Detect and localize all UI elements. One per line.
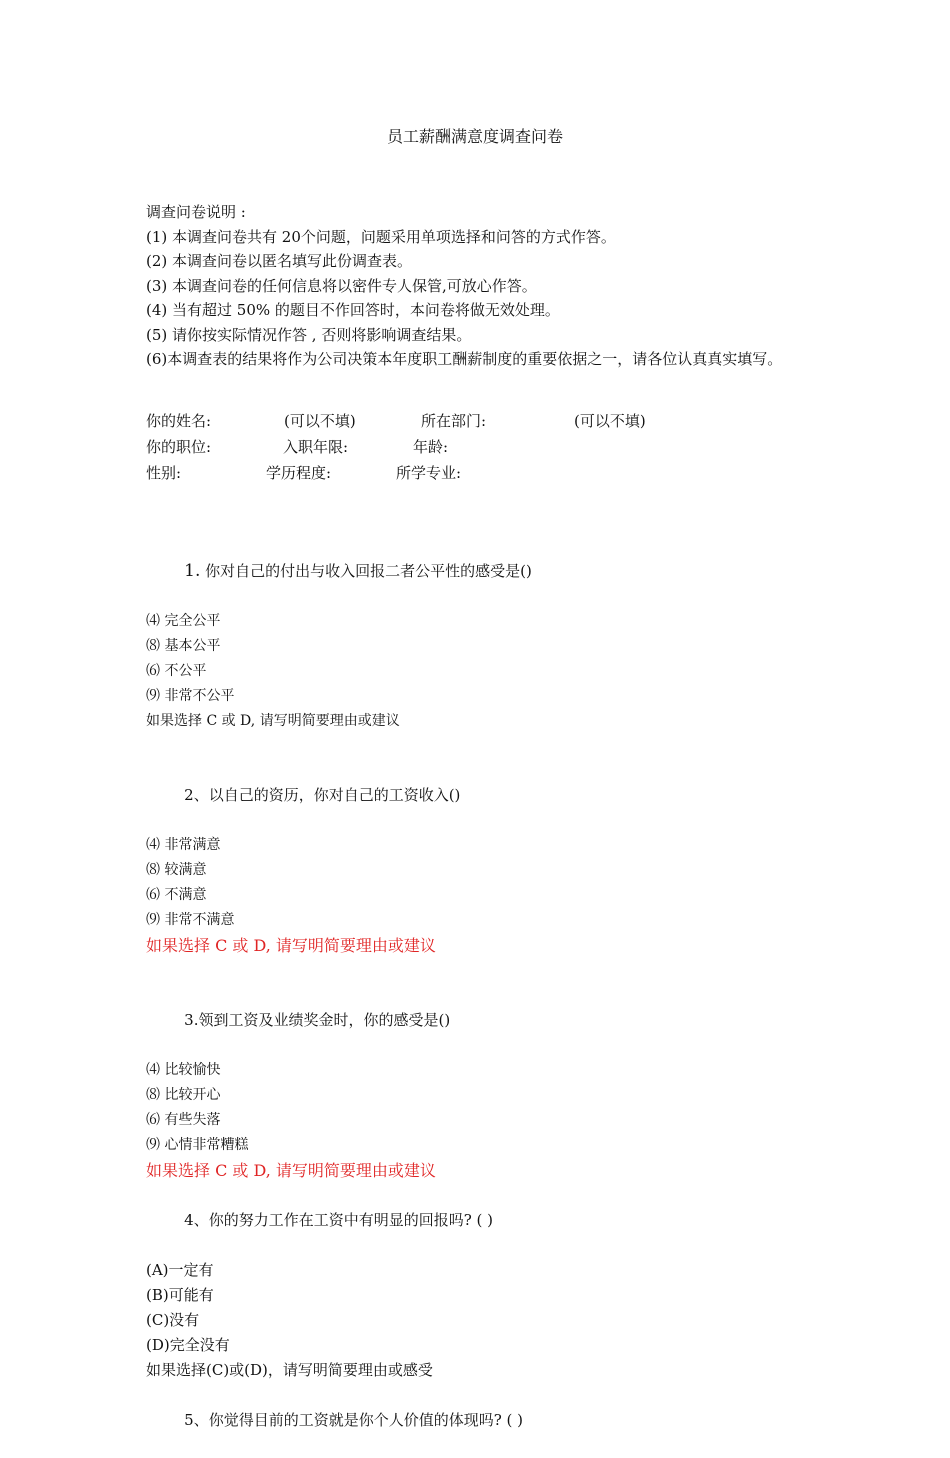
age-label: 年龄: — [413, 437, 449, 456]
education-label: 学历程度: — [266, 463, 332, 482]
info-row-3 — [146, 460, 816, 486]
instruction-item: (4) 当有超过 50% 的题目不作回答时，本问卷将做无效处理。 — [146, 301, 560, 319]
personal-info-section — [146, 408, 816, 486]
option-b[interactable]: ⑻ 较满意 — [146, 861, 207, 878]
reason-note: 如果选择 C 或 D, 请写明简要理由或建议 — [146, 712, 400, 729]
reason-note: 如果选择(C)或(D)，请写明简要理由或感受 — [146, 1360, 433, 1379]
question-text: 你的努力工作在工资中有明显的回报吗? ( ) — [208, 1210, 493, 1229]
info-row-2 — [146, 434, 816, 460]
question-text: 领到工资及业绩奖金时，你的感受是() — [198, 1010, 451, 1029]
option-d[interactable]: ⑼ 非常不公平 — [146, 687, 235, 704]
info-row-1 — [146, 408, 816, 434]
question-number: 4、 — [184, 1210, 209, 1229]
question-text: 以自己的资历，你对自己的工资收入() — [208, 785, 461, 804]
option-a[interactable]: ⑷ 比较愉快 — [146, 1061, 221, 1078]
option-a[interactable]: ⑷ 非常满意 — [146, 836, 221, 853]
reason-note-highlighted: 如果选择 C 或 D, 请写明简要理由或建议 — [146, 935, 436, 955]
option-b[interactable]: ⑻ 基本公平 — [146, 637, 221, 654]
department-note: (可以不填) — [574, 411, 646, 430]
instructions-heading: 调查问卷说明 : — [146, 203, 246, 221]
option-b[interactable]: (B)可能有 — [146, 1285, 214, 1304]
question-3 — [146, 983, 816, 1183]
option-c[interactable]: ⑹ 有些失落 — [146, 1111, 221, 1128]
instruction-item: (3) 本调查问卷的任何信息将以密件专人保管,可放心作答。 — [146, 276, 537, 295]
reason-note-highlighted: 如果选择 C 或 D, 请写明简要理由或建议 — [146, 1160, 436, 1180]
major-label: 所学专业: — [396, 463, 462, 482]
name-note: (可以不填) — [284, 411, 356, 430]
option-d[interactable]: ⑼ 非常不满意 — [146, 911, 235, 928]
question-number: 1. — [184, 560, 201, 581]
instruction-item: (5) 请你按实际情况作答 , 否则将影响调查结果。 — [146, 325, 472, 344]
question-number: 3. — [184, 1010, 199, 1029]
name-label: 你的姓名: — [146, 411, 212, 430]
option-d[interactable]: (D)完全没有 — [146, 1335, 230, 1354]
option-c[interactable]: (C)没有 — [146, 1310, 200, 1329]
question-5 — [146, 1383, 816, 1458]
option-d[interactable]: ⑼ 心情非常糟糕 — [146, 1136, 249, 1153]
option-a[interactable]: (A)一定有 — [146, 1260, 214, 1279]
option-b[interactable]: ⑻ 比较开心 — [146, 1086, 221, 1103]
option-c[interactable]: ⑹ 不公平 — [146, 662, 207, 679]
instruction-item: (6)本调查表的结果将作为公司决策本年度职工酬薪制度的重要依据之一，请各位认真真实填写。 — [146, 350, 783, 368]
instruction-item: (2) 本调查问卷以匿名填写此份调查表。 — [146, 252, 413, 270]
option-a[interactable]: ⑷ 完全公平 — [146, 612, 221, 629]
document-body — [146, 200, 816, 1458]
position-label: 你的职位: — [146, 437, 212, 456]
page-title: 员工薪酬满意度调查问卷 — [386, 127, 563, 146]
gender-label: 性别: — [146, 463, 182, 482]
question-4 — [146, 1183, 816, 1383]
question-text: 你对自己的付出与收入回报二者公平性的感受是() — [200, 561, 532, 580]
question-2 — [146, 758, 816, 958]
question-number: 5、 — [184, 1410, 209, 1429]
question-1 — [146, 534, 816, 734]
instruction-item: (1) 本调查问卷共有 20个问题，问题采用单项选择和问答的方式作答。 — [146, 227, 616, 246]
question-number: 2、 — [184, 785, 209, 804]
instructions-section — [146, 200, 816, 372]
department-label: 所在部门: — [421, 411, 487, 430]
question-text: 你觉得目前的工资就是你个人价值的体现吗? ( ) — [208, 1410, 523, 1429]
tenure-label: 入职年限: — [283, 437, 349, 456]
option-c[interactable]: ⑹ 不满意 — [146, 886, 207, 903]
